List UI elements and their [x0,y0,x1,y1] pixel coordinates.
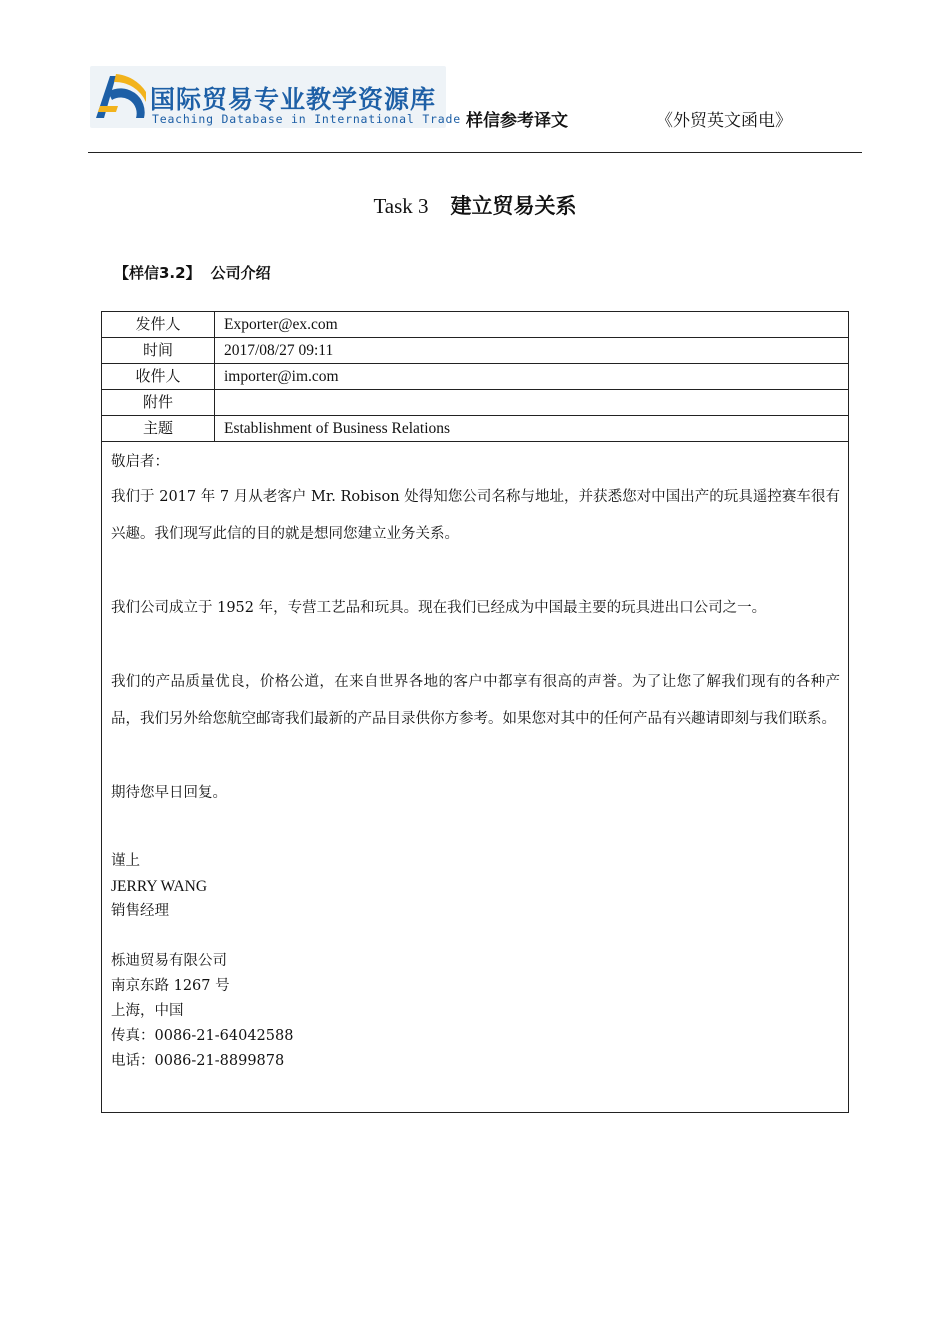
greeting: 敬启者： [111,454,169,470]
email-body [102,442,848,1074]
time-value: 2017/08/27 09:11 [215,338,849,364]
email-header-table [102,312,848,442]
task-number: Task 3 [373,194,429,218]
company-city: 上海，中国 [111,1003,184,1019]
logo-text-en: Teaching Database in International Trade [152,112,461,126]
paragraph-2: 我们公司成立于 1952 年，专营工艺品和玩具。现在我们已经成为中国最主要的玩具进出口公司之一。 [111,600,767,616]
paragraph-1: 我们于 2017 年 7 月从老客户 Mr. Robison 处得知您公司名称与地址，并获悉您对中国出产的玩具遥控赛车很有兴趣。我们现写此信的目的就是想同您建立业务关系。 [111,489,840,542]
recipient-value: importer@im.com [215,364,849,390]
company-address: 南京东路 1267 号 [111,978,230,994]
paragraph-4: 期待您早日回复。 [111,785,227,801]
signer-position: 销售经理 [111,903,169,919]
sender-label: 发件人 [102,312,215,338]
table-row [102,364,848,390]
fax-number: 传真：0086-21-64042588 [111,1028,294,1044]
sample-name: 公司介绍 [210,264,271,282]
page-title [0,190,950,220]
logo-text-cn: 国际贸易专业教学资源库 [150,85,437,114]
phone-number: 电话：0086-21-8899878 [111,1053,285,1069]
header-book-title: 《外贸英文函电》 [656,111,792,131]
signer-name: JERRY WANG [111,878,208,895]
recipient-label: 收件人 [102,364,215,390]
sample-label: 【样信3.2】 [114,264,201,282]
attachment-value [215,390,849,416]
time-label: 时间 [102,338,215,364]
table-row [102,390,848,416]
closing: 谨上 [111,853,140,869]
sender-value: Exporter@ex.com [215,312,849,338]
task-topic: 建立贸易关系 [450,194,577,218]
sample-heading [114,262,271,283]
page-header [88,62,862,153]
company-name: 栎迪贸易有限公司 [111,953,227,969]
table-row [102,338,848,364]
table-row [102,312,848,338]
subject-label: 主题 [102,416,215,442]
logo-mark-icon [92,68,148,126]
table-row [102,416,848,442]
subject-value: Establishment of Business Relations [215,416,849,442]
attachment-label: 附件 [102,390,215,416]
header-section: 样信参考译文 [466,111,568,131]
logo [90,66,461,128]
email-box [101,311,849,1113]
paragraph-3: 我们的产品质量优良，价格公道，在来自世界各地的客户中都享有很高的声誉。为了让您了解我们现有的各种产品，我们另外给您航空邮寄我们最新的产品目录供你方参考。如果您对其中的任何产品有兴趣请即刻与我们联系。 [111,674,840,727]
